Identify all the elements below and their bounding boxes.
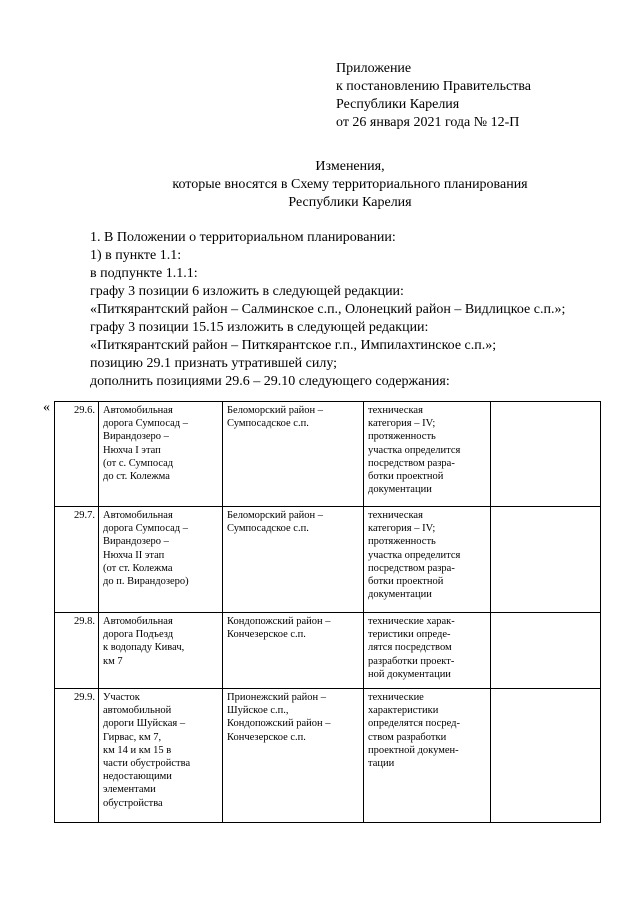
- table-row: [55, 689, 601, 823]
- characteristics-line: участка определится: [368, 549, 461, 561]
- object-name-line: Участок: [103, 692, 140, 703]
- object-name-line: Нюхча I этап: [103, 444, 161, 456]
- paragraph: графу 3 позиции 15.15 изложить в следующей редакции:: [90, 320, 429, 335]
- characteristics-line: техническая: [368, 510, 423, 521]
- characteristics-line: документации: [368, 589, 432, 601]
- district-cell: [223, 689, 364, 823]
- title-line: Республики Карелия: [288, 195, 412, 210]
- object-name-cell: [99, 689, 223, 823]
- object-name-line: км 7: [103, 655, 123, 667]
- object-name-line: км 14 и км 15 в: [103, 744, 172, 756]
- characteristics-line: протяженность: [368, 536, 436, 548]
- object-name-line: дороги Шуйская –: [103, 718, 186, 730]
- object-name-line: до п. Вирандозеро): [103, 576, 189, 588]
- title-line: которые вносятся в Схему территориального планирования: [172, 177, 528, 192]
- object-name-cell: [99, 507, 223, 613]
- title-line: Изменения,: [315, 159, 385, 174]
- object-name-line: Нюхча II этап: [103, 549, 165, 561]
- district-cell: [223, 507, 364, 613]
- characteristics-line: протяженность: [368, 431, 436, 443]
- empty-cell: [491, 507, 601, 613]
- characteristics-cell: [364, 507, 491, 613]
- object-name-line: Автомобильная: [103, 616, 173, 627]
- paragraph: «Питкярантский район – Питкярантское г.п., Импилахтинское с.п.»;: [90, 338, 497, 353]
- characteristics-line: технические: [368, 692, 424, 703]
- paragraph: в подпункте 1.1.1:: [90, 266, 198, 281]
- characteristics-cell: [364, 613, 491, 689]
- planning-table: [54, 401, 601, 823]
- characteristics-line: ством разработки: [368, 731, 447, 743]
- characteristics-line: определятся посред-: [368, 718, 460, 730]
- object-name-line: (от ст. Колежма: [103, 562, 173, 574]
- district-cell: [223, 613, 364, 689]
- empty-cell: [491, 613, 601, 689]
- district-line: Беломорский район –: [227, 405, 324, 416]
- district-line: Кондопожский район –: [227, 718, 331, 730]
- district-line: Сумпосадское с.п.: [227, 523, 309, 535]
- table-row: [55, 507, 601, 613]
- district-cell: [223, 402, 364, 507]
- paragraph: дополнить позициями 29.6 – 29.10 следующего содержания:: [90, 374, 450, 389]
- amendment-text: [90, 229, 565, 391]
- position-number-cell: 29.6.: [55, 402, 99, 507]
- object-name-cell: [99, 613, 223, 689]
- characteristics-line: ной документации: [368, 668, 451, 680]
- empty-cell: [491, 689, 601, 823]
- approval-line: к постановлению Правительства: [336, 79, 532, 94]
- table-open-quote: «: [43, 400, 50, 415]
- object-name-line: элементами: [103, 784, 156, 796]
- object-name-line: Вирандозеро –: [103, 431, 169, 443]
- district-line: Кондопожский район –: [227, 616, 331, 627]
- district-line: Кончезерское с.п.: [227, 731, 306, 743]
- characteristics-line: теристики опреде-: [368, 629, 451, 641]
- object-name-line: Автомобильная: [103, 510, 173, 521]
- characteristics-line: проектной докумен-: [368, 744, 459, 756]
- district-line: Сумпосадское с.п.: [227, 418, 309, 430]
- approval-date-line: от 26 января 2021 года № 12-П: [336, 115, 520, 130]
- paragraph: позицию 29.1 признать утратившей силу;: [90, 356, 338, 371]
- paragraph: графу 3 позиции 6 изложить в следующей редакции:: [90, 284, 404, 299]
- characteristics-cell: [364, 402, 491, 507]
- object-name-line: части обустройства: [103, 758, 191, 770]
- empty-cell: [491, 402, 601, 507]
- table-row: [55, 402, 601, 507]
- object-name-line: недостающими: [103, 771, 172, 783]
- characteristics-line: категория – IV;: [368, 418, 436, 430]
- approval-line: Приложение: [336, 61, 412, 76]
- object-name-line: к водопаду Кивач,: [103, 642, 185, 654]
- characteristics-line: категория – IV;: [368, 523, 436, 535]
- object-name-line: дорога Сумпосад –: [103, 523, 188, 535]
- object-name-cell: [99, 402, 223, 507]
- district-line: Кончезерское с.п.: [227, 629, 306, 641]
- document-title: [60, 158, 640, 212]
- characteristics-line: техническая: [368, 405, 423, 416]
- characteristics-line: разработки проект-: [368, 655, 455, 667]
- characteristics-line: участка определится: [368, 444, 461, 456]
- object-name-line: (от с. Сумпосад: [103, 457, 174, 469]
- characteristics-line: посредством разра-: [368, 562, 455, 574]
- characteristics-line: посредством разра-: [368, 457, 455, 469]
- object-name-line: обустройства: [103, 797, 163, 809]
- characteristics-line: тации: [368, 758, 395, 770]
- planning-table-body: [55, 402, 601, 823]
- position-number-cell: 29.8.: [55, 613, 99, 689]
- characteristics-line: лятся посредством: [368, 642, 452, 654]
- position-number-cell: 29.9.: [55, 689, 99, 823]
- position-number-cell: 29.7.: [55, 507, 99, 613]
- object-name-line: дорога Подъезд: [103, 629, 174, 641]
- object-name-line: до ст. Колежма: [103, 471, 170, 483]
- characteristics-line: документации: [368, 484, 432, 496]
- paragraph: «Питкярантский район – Салминское с.п., Олонецкий район – Видлицкое с.п.»;: [90, 302, 566, 317]
- approval-block: [336, 60, 531, 132]
- object-name-line: Вирандозеро –: [103, 536, 169, 548]
- district-line: Прионежский район –: [227, 692, 326, 703]
- characteristics-line: ботки проектной: [368, 576, 444, 588]
- characteristics-line: характеристики: [368, 705, 439, 717]
- district-line: Беломорский район –: [227, 510, 324, 521]
- approval-line: Республики Карелия: [336, 97, 460, 112]
- object-name-line: Гирвас, км 7,: [103, 731, 162, 743]
- object-name-line: дорога Сумпосад –: [103, 418, 188, 430]
- table-row: [55, 613, 601, 689]
- paragraph: 1) в пункте 1.1:: [90, 248, 182, 263]
- district-line: Шуйское с.п.,: [227, 705, 289, 717]
- object-name-line: автомобильной: [103, 705, 172, 717]
- characteristics-line: ботки проектной: [368, 471, 444, 483]
- characteristics-cell: [364, 689, 491, 823]
- characteristics-line: технические харак-: [368, 616, 455, 627]
- paragraph: 1. В Положении о территориальном планировании:: [90, 230, 396, 245]
- object-name-line: Автомобильная: [103, 405, 173, 416]
